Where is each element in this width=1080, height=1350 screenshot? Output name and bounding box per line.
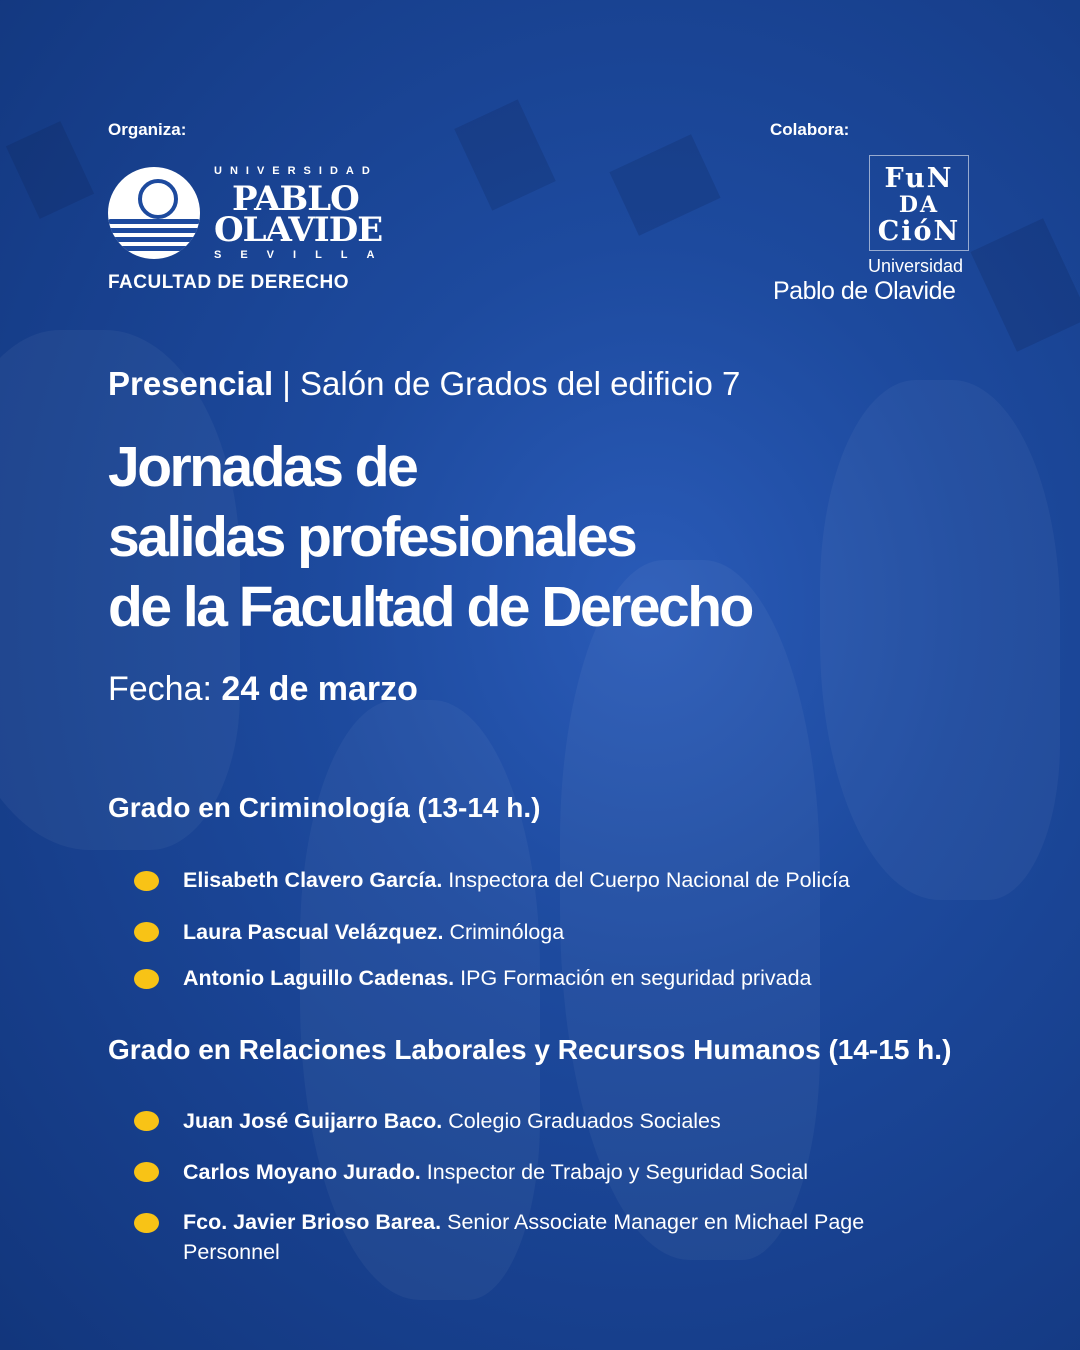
event-date bbox=[108, 670, 418, 709]
separator: | bbox=[282, 365, 291, 402]
place-label: Salón de Grados del edificio 7 bbox=[300, 365, 741, 402]
speaker-item bbox=[183, 1157, 983, 1187]
bg-decoration bbox=[454, 99, 555, 210]
bullet-icon bbox=[134, 1213, 159, 1233]
fundacion-line1: FuN bbox=[884, 163, 954, 194]
section-heading-criminologia: Grado en Criminología (13-14 h.) bbox=[108, 792, 541, 823]
title-line-1: Jornadas de bbox=[108, 435, 417, 499]
speaker-name: Juan José Guijarro Baco. bbox=[183, 1109, 443, 1133]
speaker-item bbox=[183, 1207, 983, 1267]
upo-seal-logo bbox=[108, 167, 200, 259]
mode-label: Presencial bbox=[108, 365, 274, 402]
section-heading-relaciones-laborales: Grado en Relaciones Laborales y Recursos Humanos (14-15 h.) bbox=[108, 1034, 952, 1065]
bullet-icon bbox=[134, 969, 159, 989]
speaker-name: Carlos Moyano Jurado. bbox=[183, 1160, 421, 1184]
bullet-icon bbox=[134, 871, 159, 891]
speaker-name: Antonio Laguillo Cadenas. bbox=[183, 966, 455, 990]
speaker-role: Senior Associate Manager en Michael Page bbox=[447, 1210, 865, 1234]
speaker-name: Laura Pascual Velázquez. bbox=[183, 920, 444, 944]
fundacion-line3: CióN bbox=[877, 216, 961, 247]
colabora-label: Colabora: bbox=[770, 120, 850, 139]
speaker-role: Inspector de Trabajo y Seguridad Social bbox=[426, 1160, 808, 1184]
title-line-3: de la Facultad de Derecho bbox=[108, 575, 752, 639]
speaker-name: Elisabeth Clavero García. bbox=[183, 868, 443, 892]
organiza-label: Organiza: bbox=[108, 120, 187, 139]
upo-bottom-text: SEVILLA bbox=[214, 249, 394, 261]
speaker-role: Criminóloga bbox=[449, 920, 565, 944]
date-label: Fecha: bbox=[108, 670, 212, 708]
fundacion-logo bbox=[869, 155, 969, 251]
bg-decoration bbox=[560, 560, 820, 1260]
bullet-icon bbox=[134, 1111, 159, 1131]
speaker-role-continued: Personnel bbox=[183, 1240, 280, 1264]
bullet-icon bbox=[134, 1162, 159, 1182]
speaker-role: Colegio Graduados Sociales bbox=[448, 1109, 721, 1133]
fundacion-line2: DA bbox=[898, 192, 940, 218]
bullet-icon bbox=[134, 922, 159, 942]
sun-icon bbox=[138, 179, 178, 219]
date-value: 24 de marzo bbox=[221, 670, 418, 708]
speaker-item bbox=[183, 865, 983, 895]
bg-decoration bbox=[820, 380, 1060, 900]
title-line-2: salidas profesionales bbox=[108, 505, 636, 569]
fundacion-pablo-de-olavide: Pablo de Olavide bbox=[773, 277, 956, 305]
speaker-item bbox=[183, 917, 983, 947]
speaker-name: Fco. Javier Brioso Barea. bbox=[183, 1210, 442, 1234]
speaker-role: Inspectora del Cuerpo Nacional de Policía bbox=[448, 868, 850, 892]
location-line bbox=[108, 365, 740, 403]
bg-decoration bbox=[971, 218, 1080, 352]
fundacion-universidad: Universidad bbox=[868, 256, 964, 276]
bg-decoration bbox=[6, 121, 94, 219]
faculty-name: FACULTAD DE DERECHO bbox=[108, 272, 350, 293]
upo-name-line2: OLAVIDE bbox=[214, 210, 383, 250]
event-title bbox=[108, 432, 752, 642]
upo-top-text: UNIVERSIDAD bbox=[214, 165, 378, 177]
bg-decoration bbox=[609, 134, 720, 235]
speaker-item bbox=[183, 963, 983, 993]
upo-name-line1: PABLO bbox=[232, 179, 359, 219]
speaker-role: IPG Formación en seguridad privada bbox=[460, 966, 812, 990]
speaker-item bbox=[183, 1106, 983, 1136]
